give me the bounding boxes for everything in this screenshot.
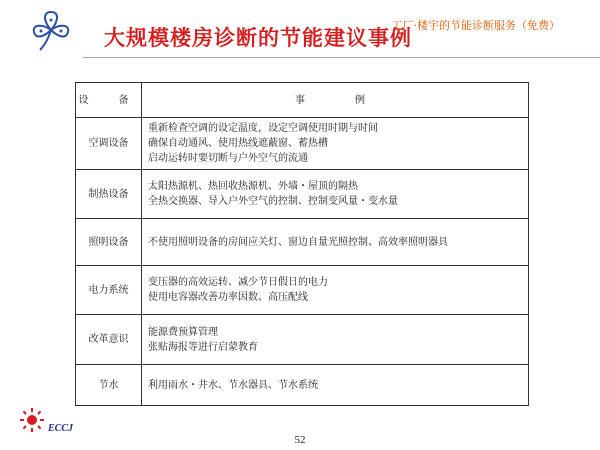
- example-cell: [142, 266, 529, 315]
- example-cell: [142, 118, 529, 170]
- page-number: 52: [294, 434, 306, 446]
- device-cell: 空调设备: [76, 118, 142, 170]
- example-line: 确保自动通风、使用热线遮蔽窗、蓄热槽: [148, 138, 328, 149]
- header-example: 事 例: [142, 83, 529, 118]
- eccj-logo-text: ECCJ: [48, 423, 74, 434]
- table-row: [76, 170, 529, 219]
- device-cell: 制热设备: [76, 170, 142, 219]
- example-line: 利用雨水・井水、节水器具、节水系统: [148, 379, 318, 391]
- device-cell: 电力系统: [76, 266, 142, 315]
- example-cell: [142, 219, 529, 266]
- header-divider: [83, 57, 600, 58]
- table-header-row: [76, 83, 529, 118]
- example-line: 重新检查空调的设定温度，设定空调使用时期与时间: [148, 123, 378, 134]
- device-cell: 改革意识: [76, 315, 142, 365]
- page-subtitle: 工厂·楼宇的节能诊断服务（免费）: [391, 19, 560, 32]
- example-cell: [142, 170, 529, 219]
- device-cell: 照明设备: [76, 219, 142, 266]
- example-line: 不使用照明设备的房间应关灯、窗边自量光照控制、高效率照明器具: [148, 236, 448, 248]
- example-line: 变压器的高效运转、减少节日假日的电力: [148, 277, 328, 288]
- clover-logo-icon: [28, 4, 74, 56]
- page-title: 大规模楼房诊断的节能建议事例: [104, 26, 412, 50]
- example-cell: [142, 315, 529, 365]
- example-line: 全热交换器、导入户外空气的控制、控制变风量・变水量: [148, 196, 398, 207]
- example-cell: [142, 365, 529, 406]
- example-line: 张贴海报等进行启蒙教育: [148, 341, 258, 353]
- header-device: 设 备: [76, 83, 142, 118]
- table-row: [76, 315, 529, 365]
- device-cell: 节水: [76, 365, 142, 406]
- table-row: [76, 219, 529, 266]
- example-line: 太阳热源机、热回收热源机、外墙・屋顶的隔热: [148, 181, 358, 192]
- example-line: 能源费预算管理: [148, 326, 218, 338]
- table-row: [76, 266, 529, 315]
- example-line: 启动运转时要切断与户外空气的流通: [148, 153, 308, 164]
- table-row: [76, 118, 529, 170]
- table-row: [76, 365, 529, 406]
- energy-saving-table: [75, 82, 529, 406]
- example-line: 使用电容器改善功率因数、高压配线: [148, 292, 308, 303]
